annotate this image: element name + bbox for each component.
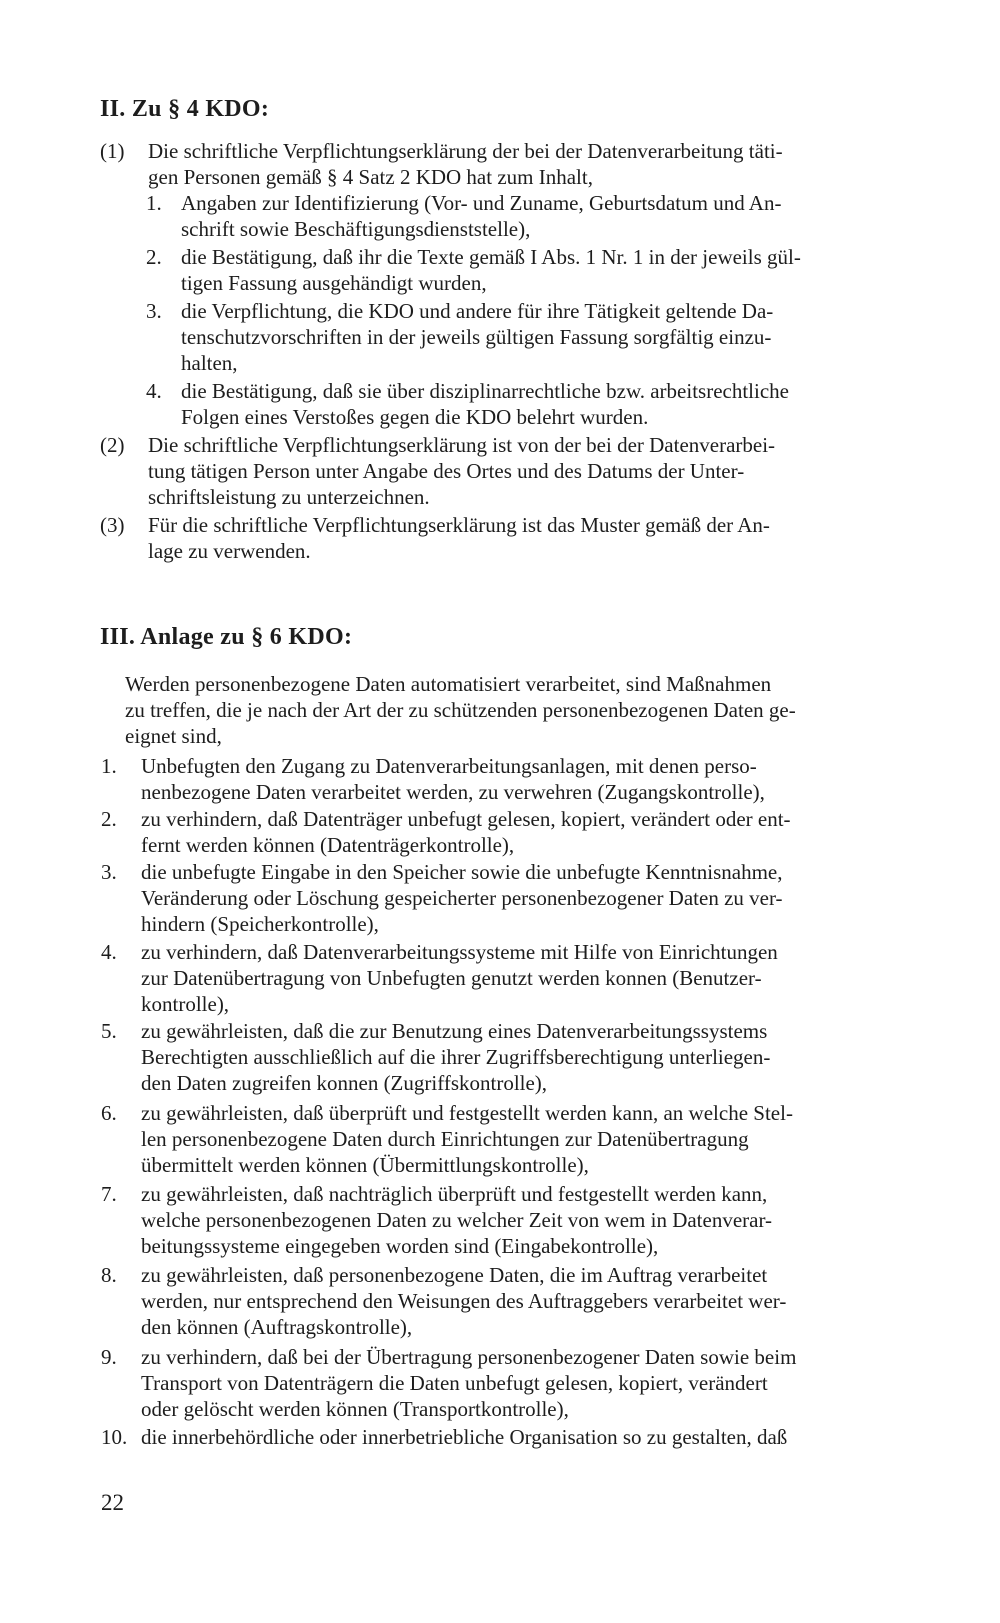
section-3-item-3: [101, 859, 946, 937]
paragraph-marker: (1): [100, 139, 125, 163]
text-line: die Bestätigung, daß sie über disziplinarrechtliche bzw. arbeitsrechtliche: [181, 379, 789, 403]
text-line: den können (Auftragskontrolle),: [141, 1315, 413, 1339]
text-line: Folgen eines Verstoßes gegen die KDO belehrt wurden.: [181, 405, 649, 429]
text-line: zur Datenübertragung von Unbefugten genutzt werden konnen (Benutzer-: [141, 966, 762, 990]
text-line: Transport von Datenträgern die Daten unbefugt gelesen, kopiert, verändert: [141, 1371, 768, 1395]
text-line: tigen Fassung ausgehändigt wurden,: [181, 271, 487, 295]
paragraph-marker: (3): [100, 513, 125, 537]
text-line: zu treffen, die je nach der Art der zu schützenden personenbezogenen Daten ge-: [125, 698, 796, 722]
section-3-item-8: [101, 1262, 946, 1340]
list-marker: 9.: [101, 1345, 117, 1369]
text-line: zu verhindern, daß bei der Übertragung personenbezogener Daten sowie beim: [141, 1345, 797, 1369]
text-line: zu gewährleisten, daß personenbezogene Daten, die im Auftrag verarbeitet: [141, 1263, 768, 1287]
section-3-item-9: [101, 1344, 946, 1422]
section-3-item-2: [101, 806, 946, 858]
paragraph-marker: (2): [100, 433, 125, 457]
list-marker: 4.: [146, 379, 162, 403]
text-line: tung tätigen Person unter Angabe des Ortes und des Datums der Unter-: [148, 459, 745, 483]
list-marker: 7.: [101, 1182, 117, 1206]
text-line: den Daten zugreifen konnen (Zugriffskontrolle),: [141, 1071, 548, 1095]
text-line: die Verpflichtung, die KDO und andere für ihre Tätigkeit geltende Da-: [181, 299, 774, 323]
page-number: 22: [101, 1490, 124, 1515]
section-2-sub-item-3: [146, 298, 946, 376]
list-marker: 1.: [101, 754, 117, 778]
list-marker: 10.: [101, 1425, 128, 1449]
list-marker: 8.: [101, 1263, 117, 1287]
section-2-paragraph-3: [100, 512, 945, 564]
list-marker: 6.: [101, 1101, 117, 1125]
section-2-paragraph-2: [100, 432, 945, 510]
text-line: werden, nur entsprechend den Weisungen des Auftraggebers verarbeitet wer-: [141, 1289, 787, 1313]
text-line: lage zu verwenden.: [148, 539, 311, 563]
section-3-item-7: [101, 1181, 946, 1259]
text-line: welche personenbezogenen Daten zu welcher Zeit von wem in Datenverar-: [141, 1208, 773, 1232]
section-3-heading: III. Anlage zu § 6 KDO:: [100, 624, 353, 650]
text-line: nenbezogene Daten verarbeitet werden, zu verwehren (Zugangskontrolle),: [141, 780, 765, 804]
text-line: übermittelt werden können (Übermittlungskontrolle),: [141, 1153, 589, 1177]
text-line: zu verhindern, daß Datenverarbeitungssysteme mit Hilfe von Einrichtungen: [141, 940, 778, 964]
text-line: hindern (Speicherkontrolle),: [141, 912, 379, 936]
text-line: schrift sowie Beschäftigungsdienststelle),: [181, 217, 531, 241]
section-2-heading: II. Zu § 4 KDO:: [100, 96, 270, 122]
list-marker: 3.: [101, 860, 117, 884]
text-line: Für die schriftliche Verpflichtungserklärung ist das Muster gemäß der An-: [148, 513, 770, 537]
text-line: tenschutzvorschriften in der jeweils gültigen Fassung sorgfältig einzu-: [181, 325, 772, 349]
text-line: zu gewährleisten, daß überprüft und festgestellt werden kann, an welche Stel-: [141, 1101, 793, 1125]
text-line: halten,: [181, 351, 238, 375]
text-line: Veränderung oder Löschung gespeicherter personenbezogener Daten zu ver-: [141, 886, 783, 910]
text-line: Angaben zur Identifizierung (Vor- und Zuname, Geburtsdatum und An-: [181, 191, 782, 215]
section-3-item-5: [101, 1018, 946, 1096]
text-line: Berechtigten ausschließlich auf die ihrer Zugriffsberechtigung unterliegen-: [141, 1045, 771, 1069]
list-marker: 5.: [101, 1019, 117, 1043]
text-line: oder gelöscht werden können (Transportkontrolle),: [141, 1397, 569, 1421]
text-line: die unbefugte Eingabe in den Speicher sowie die unbefugte Kenntnisnahme,: [141, 860, 783, 884]
section-3-intro: [125, 671, 945, 749]
text-line: Die schriftliche Verpflichtungserklärung ist von der bei der Datenverarbei-: [148, 433, 776, 457]
text-line: beitungssysteme eingegeben worden sind (Eingabekontrolle),: [141, 1234, 659, 1258]
text-line: die Bestätigung, daß ihr die Texte gemäß I Abs. 1 Nr. 1 in der jeweils gül-: [181, 245, 801, 269]
section-3-item-4: [101, 939, 946, 1017]
section-3-item-6: [101, 1100, 946, 1178]
text-line: kontrolle),: [141, 992, 230, 1016]
text-line: eignet sind,: [125, 724, 222, 748]
section-2-paragraph-1: [100, 138, 945, 190]
list-marker: 2.: [146, 245, 162, 269]
list-marker: 4.: [101, 940, 117, 964]
section-2-sub-item-1: [146, 190, 946, 242]
list-marker: 1.: [146, 191, 162, 215]
text-line: die innerbehördliche oder innerbetriebliche Organisation so zu gestalten, daß: [141, 1425, 788, 1449]
text-line: zu verhindern, daß Datenträger unbefugt gelesen, kopiert, verändert oder ent-: [141, 807, 791, 831]
text-line: schriftsleistung zu unterzeichnen.: [148, 485, 430, 509]
section-3-item-10: [101, 1424, 946, 1450]
text-line: zu gewährleisten, daß die zur Benutzung eines Datenverarbeitungssystems: [141, 1019, 768, 1043]
section-3-item-1: [101, 753, 946, 805]
text-line: Werden personenbezogene Daten automatisiert verarbeitet, sind Maßnahmen: [125, 672, 772, 696]
list-marker: 3.: [146, 299, 162, 323]
text-line: Unbefugten den Zugang zu Datenverarbeitungsanlagen, mit denen perso-: [141, 754, 757, 778]
text-line: gen Personen gemäß § 4 Satz 2 KDO hat zum Inhalt,: [148, 165, 593, 189]
section-2-sub-item-4: [146, 378, 946, 430]
text-line: Die schriftliche Verpflichtungserklärung der bei der Datenverarbeitung täti-: [148, 139, 783, 163]
text-line: fernt werden können (Datenträgerkontrolle),: [141, 833, 515, 857]
list-marker: 2.: [101, 807, 117, 831]
text-line: len personenbezogene Daten durch Einrichtungen zur Datenübertragung: [141, 1127, 749, 1151]
section-2-sub-item-2: [146, 244, 946, 296]
text-line: zu gewährleisten, daß nachträglich überprüft und festgestellt werden kann,: [141, 1182, 768, 1206]
